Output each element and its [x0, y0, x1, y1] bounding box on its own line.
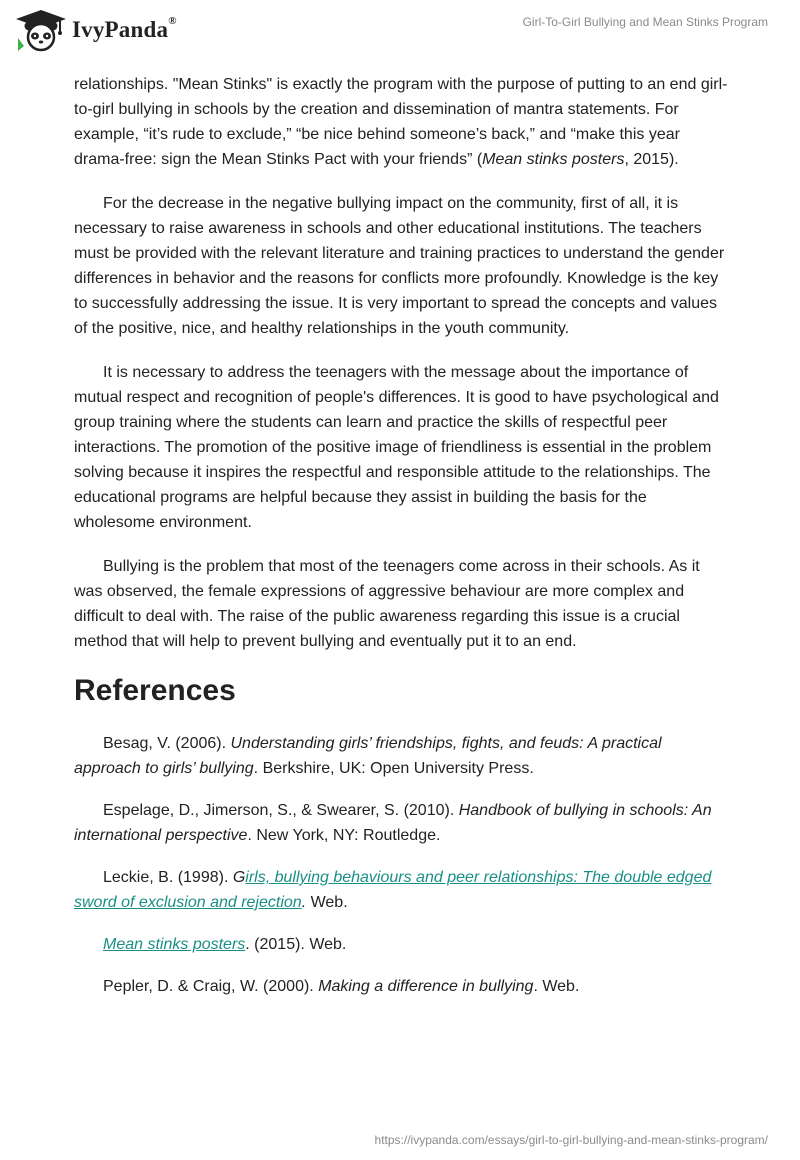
reference-item-besag: Besag, V. (2006). Understanding girls’ friendships, fights, and feuds: A practical approach to girls’ bullying. Berkshire, UK: Open University Press.: [74, 735, 662, 777]
footer-url: https://ivypanda.com/essays/girl-to-girl-bullying-and-mean-stinks-program/: [374, 1133, 768, 1147]
paragraph-2: For the decrease in the negative bullying impact on the community, first of all, it is necessary to raise awareness in schools and other educational institutions. The teachers must be provided with the relevant literature and training practices to understand the gender differences in behavior and the reasons for conflicts more profoundly. Knowledge is the key to successfully addressing the issue. It is very important to spread the concepts and values of the positive, nice, and healthy relationships in the youth community.: [74, 195, 725, 337]
essay-content: [74, 72, 730, 1016]
ivypanda-logo[interactable]: [14, 8, 177, 52]
paragraph-3: It is necessary to address the teenagers with the message about the importance of mutual respect and recognition of people's differences. It is good to have psychological and group training where the students can learn and practice the skills of respectful peer interactions. The promotion of the positive image of friendliness is essential in the problem solving because it inspires the respectful and responsible attitude to the relationships. The educational programs are helpful because they assist in building the basis for the wholesome environment.: [74, 364, 719, 531]
document-title: Girl-To-Girl Bullying and Mean Stinks Program: [522, 15, 768, 29]
panda-graduate-icon: [14, 8, 68, 52]
reference-item-pepler: Pepler, D. & Craig, W. (2000). Making a difference in bullying. Web.: [103, 978, 580, 995]
references-heading: References: [74, 674, 236, 707]
leckie-reference-link[interactable]: irls, bullying behaviours and peer relationships: The double edged sword of exclusion and rejection: [74, 869, 712, 911]
logo-text: IvyPanda®: [72, 15, 177, 42]
page-header: [0, 0, 800, 64]
reference-item-espelage: Espelage, D., Jimerson, S., & Swearer, S. (2010). Handbook of bullying in schools: An international perspective. New York, NY: Routledge.: [74, 802, 712, 844]
reference-item-mean-stinks: Mean stinks posters. (2015). Web.: [103, 936, 347, 953]
paragraph-4: Bullying is the problem that most of the teenagers come across in their schools. As it was observed, the female expressions of aggressive behaviour are more complex and difficult to deal with. The raise of the public awareness regarding this issue is a crucial method that will help to prevent bullying and eventually put it to an end.: [74, 558, 700, 650]
paragraph-1: relationships. "Mean Stinks" is exactly the program with the purpose of putting to an end girl-to-girl bullying in schools by the creation and dissemination of mantra statements. For example, “it’s rude to exclude,” “be nice behind someone’s back,” and “make this year drama-free: sign the Mean Stinks Pact with your friends” (Mean stinks posters, 2015).: [74, 76, 728, 168]
reference-item-leckie: Leckie, B. (1998). Girls, bullying behaviours and peer relationships: The double edged sword of exclusion and rejection. Web.: [74, 869, 712, 911]
mean-stinks-posters-link[interactable]: Mean stinks posters: [103, 936, 246, 953]
